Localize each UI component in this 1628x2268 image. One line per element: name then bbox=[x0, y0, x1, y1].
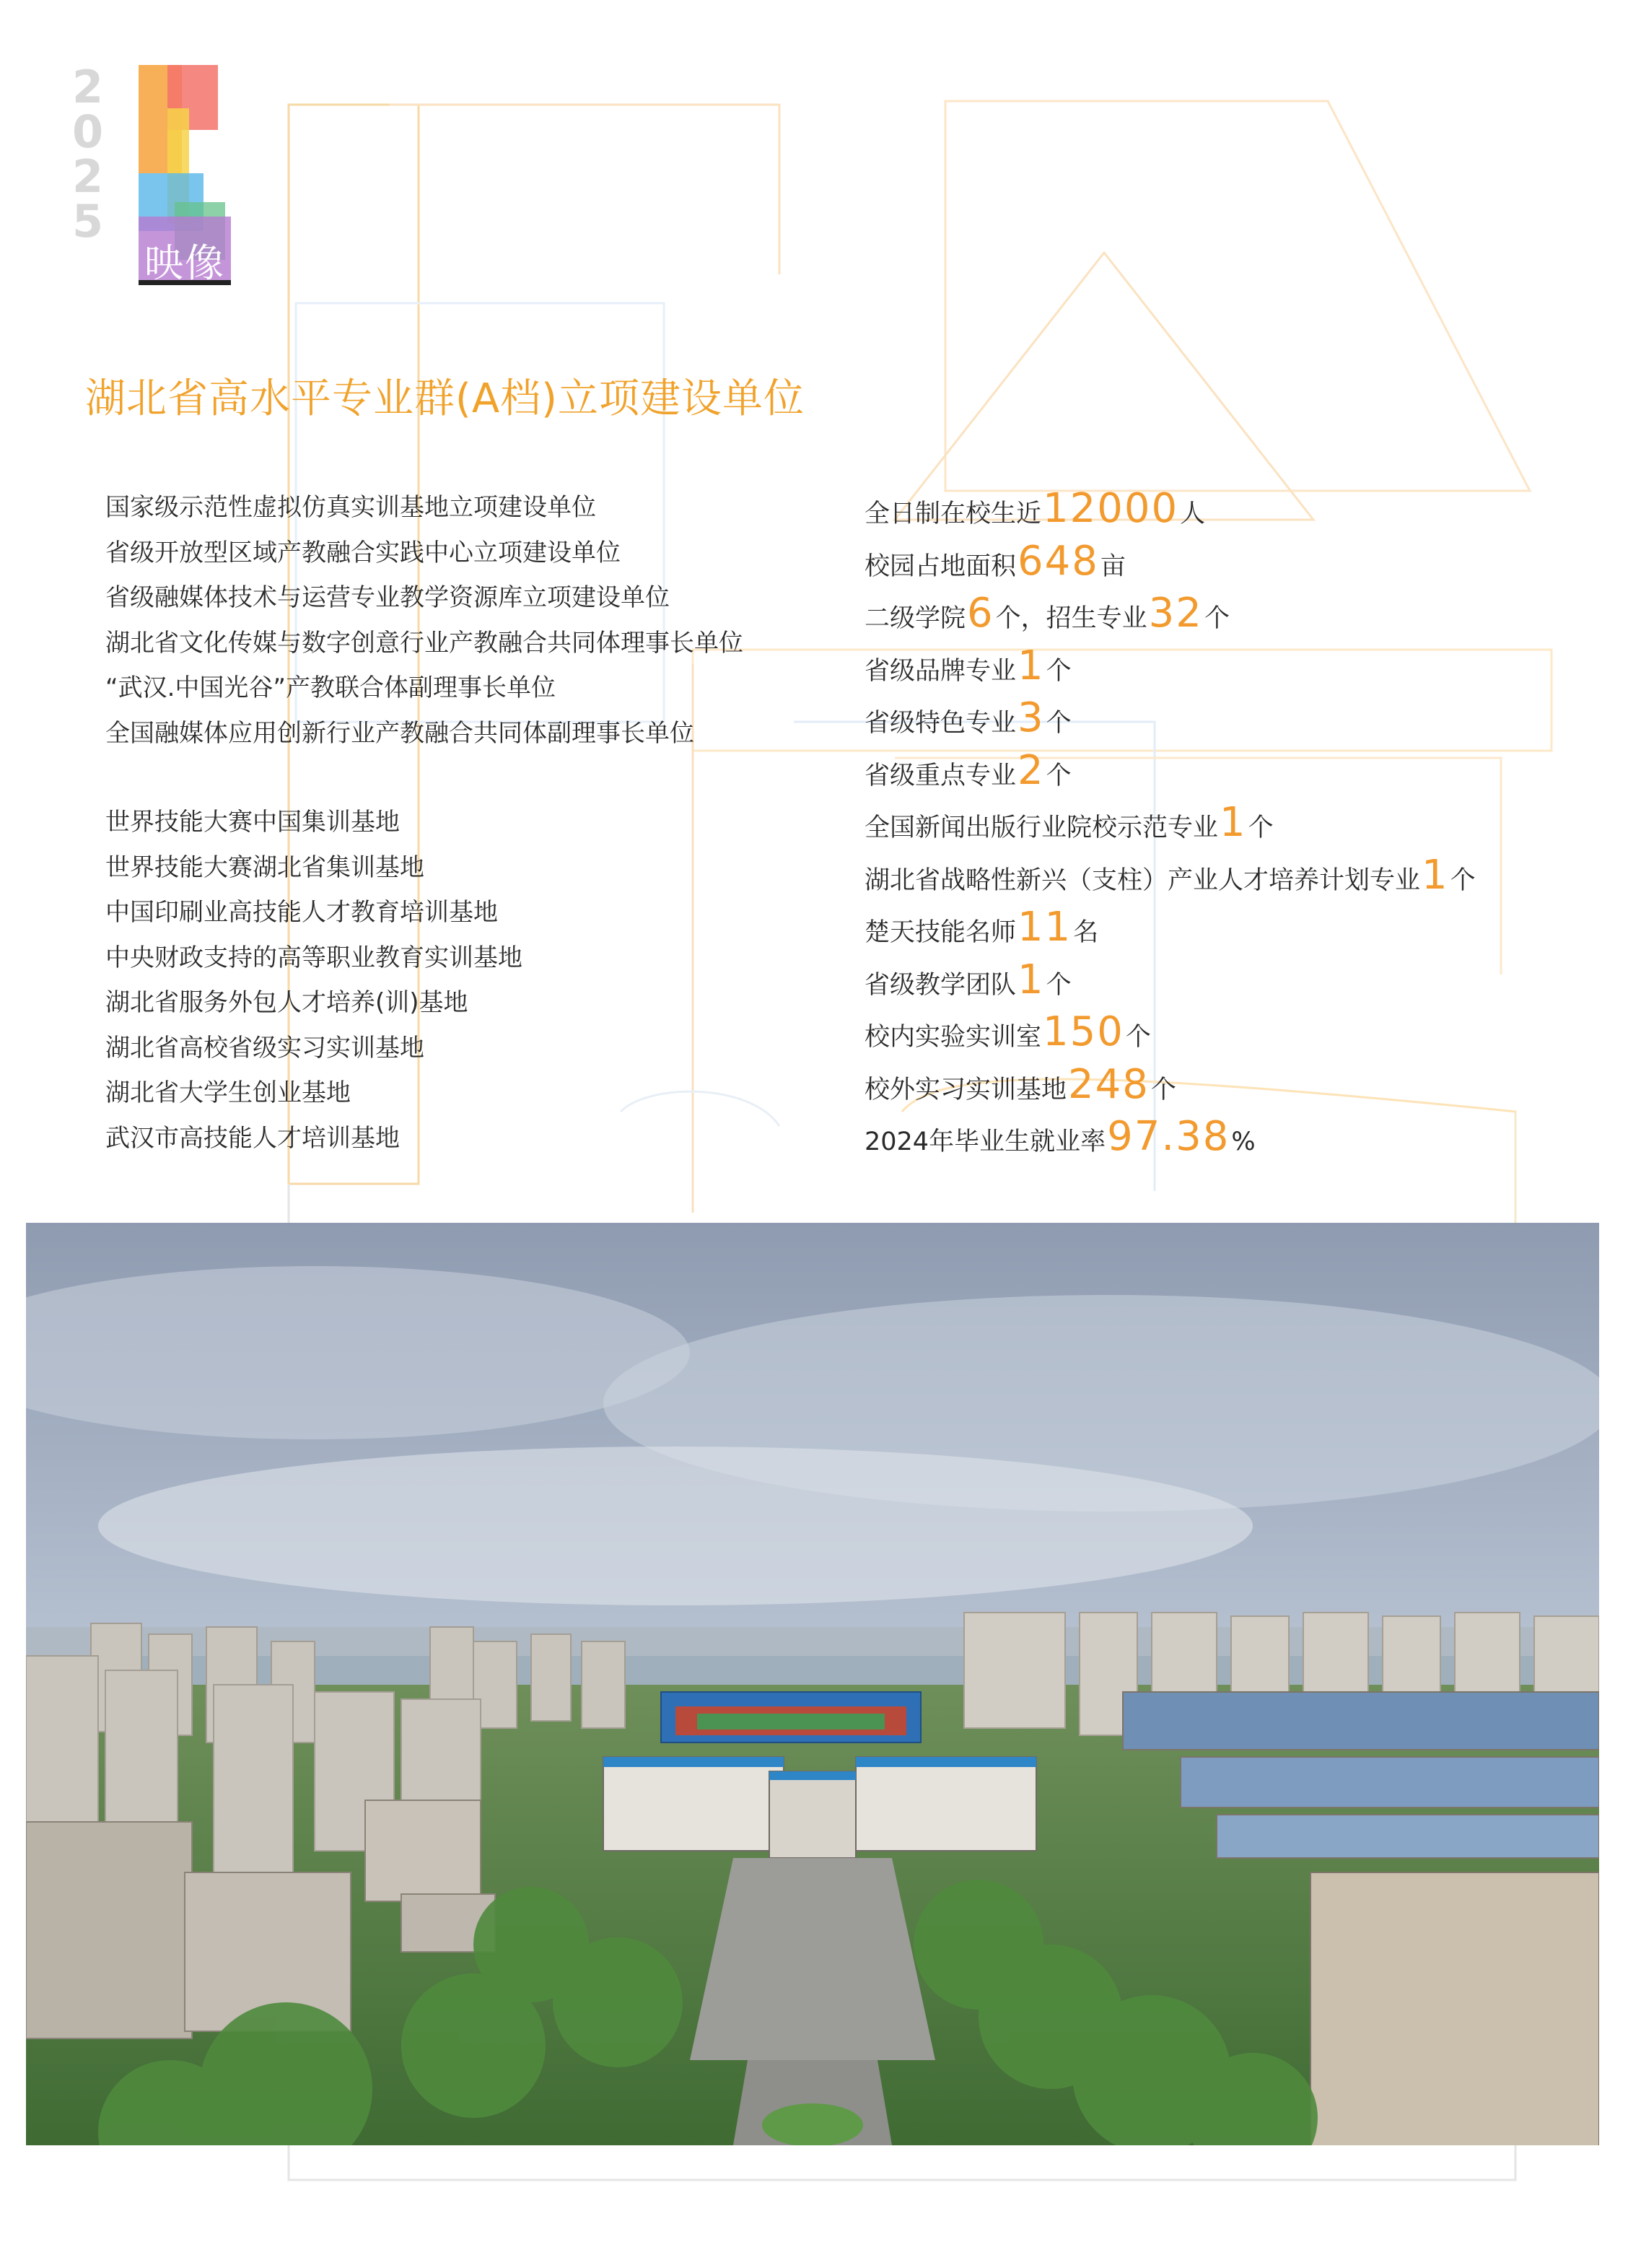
stat-number: 3 bbox=[1017, 694, 1045, 741]
stat-unit: 个 bbox=[1450, 865, 1476, 895]
honor-item: 中央财政支持的高等职业教育实训基地 bbox=[105, 943, 522, 972]
stat-unit: 人 bbox=[1180, 500, 1206, 528]
logo-caption: 映像 bbox=[144, 240, 225, 286]
honor-item: 湖北省大学生创业基地 bbox=[105, 1078, 351, 1107]
stat-unit: 亩 bbox=[1100, 551, 1126, 581]
honor-item: 省级开放型区域产教融合实践中心立项建设单位 bbox=[105, 538, 621, 567]
stat-row bbox=[865, 538, 1615, 590]
campus-aerial-illustration bbox=[26, 1223, 1599, 2145]
stat-number: 11 bbox=[1017, 904, 1072, 951]
stat-row bbox=[865, 1113, 1615, 1166]
honors-list bbox=[105, 485, 856, 1161]
stat-row bbox=[865, 1061, 1615, 1114]
stat-unit: 名 bbox=[1073, 918, 1099, 947]
honor-item: 湖北省服务外包人才培养(训)基地 bbox=[105, 988, 468, 1017]
stat-number: 6 bbox=[967, 590, 994, 637]
stat-label: 校内实验实训室 bbox=[865, 1023, 1042, 1052]
stat-label: 校园占地面积 bbox=[865, 551, 1017, 581]
stat-row bbox=[865, 747, 1615, 800]
stat-label: 湖北省战略性新兴（支柱）产业人才培养计划专业 bbox=[865, 865, 1421, 895]
stat-row bbox=[865, 799, 1615, 852]
stat-number: 248 bbox=[1068, 1060, 1150, 1108]
stat-label: 省级教学团队 bbox=[865, 970, 1017, 1000]
stat-unit: 个 bbox=[1046, 970, 1072, 1000]
honor-item: “武汉.中国光谷”产教联合体副理事长单位 bbox=[105, 673, 556, 702]
honor-item: 省级融媒体技术与运营专业教学资源库立项建设单位 bbox=[105, 583, 670, 612]
stat-unit: 个 bbox=[1150, 1075, 1176, 1104]
stat-number: 648 bbox=[1017, 537, 1099, 585]
stat-number: 150 bbox=[1043, 1008, 1124, 1055]
year-digit: 2 bbox=[72, 150, 102, 203]
stat-row bbox=[865, 956, 1615, 1009]
stat-unit: 个 bbox=[1046, 709, 1072, 738]
stat-row bbox=[865, 1008, 1615, 1061]
stat-number: 32 bbox=[1148, 590, 1203, 637]
stat-number: 1 bbox=[1422, 851, 1449, 899]
year-digit: 0 bbox=[72, 105, 102, 158]
stat-label: 省级重点专业 bbox=[865, 761, 1017, 790]
stat-row bbox=[865, 642, 1615, 695]
stat-row bbox=[865, 694, 1615, 747]
section-title: 湖北省高水平专业群(A档)立项建设单位 bbox=[85, 375, 805, 422]
stat-row bbox=[865, 590, 1615, 642]
stat-number: 1 bbox=[1017, 642, 1045, 689]
stat-unit: 个 bbox=[1125, 1023, 1151, 1052]
honor-item: 湖北省文化传媒与数字创意行业产教融合共同体理事长单位 bbox=[105, 628, 743, 658]
stat-unit: 个 bbox=[1046, 761, 1072, 790]
honor-item: 中国印刷业高技能人才教育培训基地 bbox=[105, 898, 498, 927]
honor-item: 世界技能大赛湖北省集训基地 bbox=[105, 852, 424, 882]
stat-number: 1 bbox=[1017, 956, 1045, 1003]
year-digits bbox=[72, 61, 123, 248]
honors-group-1 bbox=[105, 485, 856, 756]
year-logo bbox=[72, 61, 238, 286]
stat-unit: 个，招生专业 bbox=[995, 604, 1147, 633]
campus-aerial-photo bbox=[26, 1223, 1599, 2145]
stat-row bbox=[865, 485, 1615, 538]
honor-item: 世界技能大赛中国集训基地 bbox=[105, 808, 400, 837]
stat-unit: 个 bbox=[1046, 656, 1072, 686]
stat-number: 1 bbox=[1220, 799, 1247, 846]
stat-label: 全国新闻出版行业院校示范专业 bbox=[865, 814, 1219, 842]
stat-label: 省级品牌专业 bbox=[865, 656, 1017, 686]
stat-number: 2 bbox=[1017, 746, 1045, 794]
stat-number: 12000 bbox=[1043, 485, 1179, 532]
stat-unit: 个 bbox=[1204, 604, 1230, 633]
stat-row bbox=[865, 904, 1615, 956]
year-digit: 2 bbox=[72, 61, 102, 113]
honors-group-2 bbox=[105, 800, 856, 1161]
stat-row bbox=[865, 852, 1615, 904]
stat-label: 全日制在校生近 bbox=[865, 500, 1042, 528]
honor-item: 湖北省高校省级实习实训基地 bbox=[105, 1033, 424, 1063]
stat-unit: 个 bbox=[1248, 814, 1274, 842]
stat-label: 校外实习实训基地 bbox=[865, 1075, 1067, 1104]
honor-item: 国家级示范性虚拟仿真实训基地立项建设单位 bbox=[105, 493, 596, 522]
stats-list bbox=[865, 485, 1615, 1166]
stat-label: 省级特色专业 bbox=[865, 709, 1017, 738]
honor-item: 武汉市高技能人才培训基地 bbox=[105, 1123, 400, 1153]
stat-label: 2024年毕业生就业率 bbox=[865, 1128, 1106, 1156]
stat-number: 97.38 bbox=[1107, 1113, 1230, 1160]
stat-unit: % bbox=[1231, 1128, 1256, 1156]
stat-label: 楚天技能名师 bbox=[865, 918, 1017, 947]
stat-label: 二级学院 bbox=[865, 604, 966, 633]
honor-item: 全国融媒体应用创新行业产教融合共同体副理事长单位 bbox=[105, 718, 694, 748]
year-digit: 5 bbox=[72, 195, 102, 248]
